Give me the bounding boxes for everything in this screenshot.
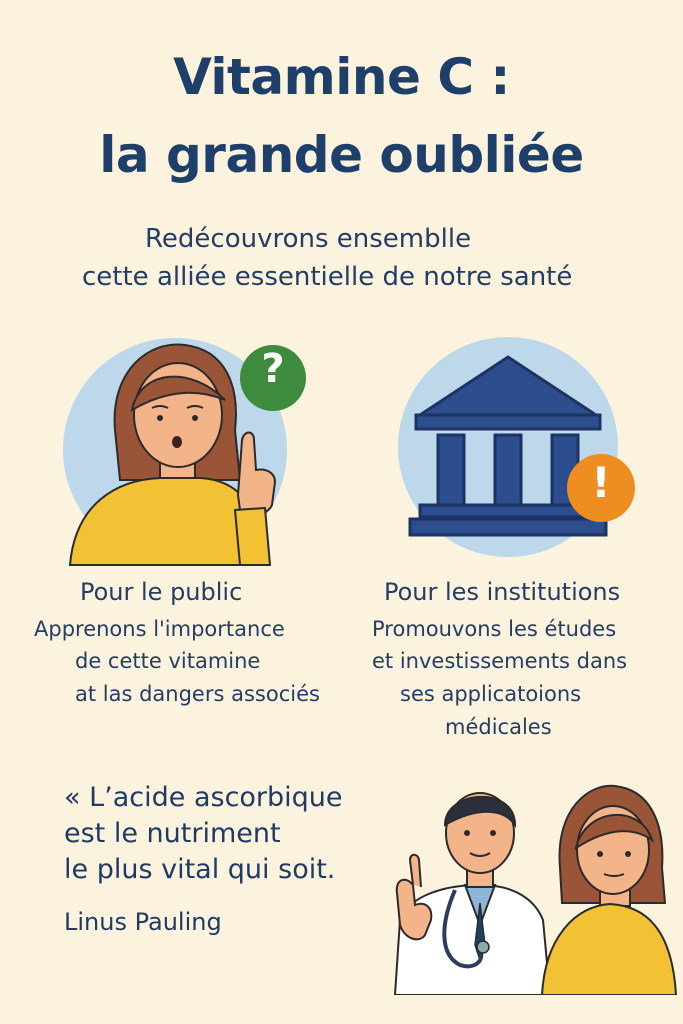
woman-icon — [540, 778, 678, 995]
institutions-line-4: médicales — [445, 715, 552, 739]
institutions-line-2: et investissements dans — [372, 649, 628, 673]
institutions-line-1: Promouvons les études — [372, 617, 617, 641]
public-line-3: at las dangers associés — [75, 682, 320, 706]
public-heading: Pour le public — [80, 578, 243, 606]
public-line-1: Apprenons l'importance — [34, 617, 285, 641]
quote-author: Linus Pauling — [64, 908, 222, 936]
public-line-2: de cette vitamine — [75, 649, 261, 673]
question-mark: ? — [261, 346, 285, 392]
institutions-line-3: ses applicatoions — [400, 682, 582, 706]
quote-line-3: le plus vital qui soit. — [64, 854, 336, 885]
quote-line-1: « L’acide ascorbique — [64, 782, 343, 813]
institutions-heading: Pour les institutions — [384, 578, 621, 606]
title-line-2: la grande oubliée — [99, 126, 584, 184]
exclamation-mark: ! — [591, 458, 611, 507]
subtitle-line-2: cette alliée essentielle de notre santé — [82, 262, 573, 292]
quote-line-2: est le nutriment — [64, 818, 281, 849]
title-line-1: Vitamine C : — [173, 48, 510, 106]
doctor-icon — [385, 775, 560, 995]
subtitle-line-1: Redécouvrons ensemblle — [145, 224, 472, 254]
